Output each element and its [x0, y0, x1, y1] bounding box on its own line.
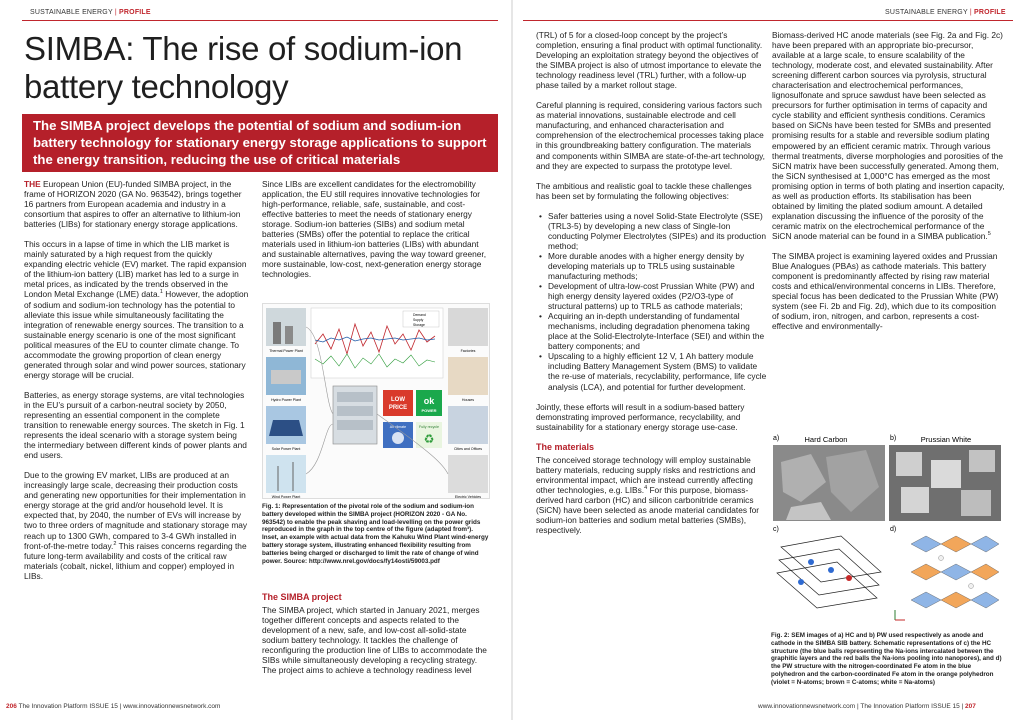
- paragraph: The SIMBA project is examining layered oxides and Prussian Blue Analogues (PBAs) as cathode materials. This battery component is predominantly affected by rising raw material costs and ethical/environmental concerns in LIBs. Therefore, special focus has been dedicated to the Prussian White (PW) system (see Fi. 2b and Fig. 2d), which due to its composition of sodium, iron, nitrogen, and carbon, represents a cost-effective and environmentally-: [772, 250, 999, 332]
- badge-text: POWER: [421, 408, 437, 413]
- header-rule: [22, 20, 498, 21]
- panel-label: c): [773, 526, 779, 533]
- footnote-ref: 2: [113, 540, 117, 547]
- paragraph: [24, 179, 250, 229]
- badge-text: Fully recycle: [419, 425, 439, 429]
- section-name: SUSTAINABLE ENERGY: [30, 9, 113, 16]
- footer-left: [6, 703, 220, 710]
- hard-carbon-structure-diagram: [777, 536, 881, 608]
- paragraph-text: However, the adoption of sodium and sodium-ion technology has the potential to alleviate this issue while simultaneously facilitating the integration of renewable energy sources. The transition to a sustainable energy scenario is one of the most significant political measures of the EU to counter climate change. To accommodate the growing proportion of clean energy generated through solar and wind power sources, stationary energy storage will be crucial.: [24, 289, 249, 380]
- footer-text: The Innovation Platform ISSUE 15 | www.innovationnewsnetwork.com: [18, 703, 221, 710]
- section-name: SUSTAINABLE ENERGY: [885, 9, 968, 16]
- paragraph-text: This raises concerns regarding the future long-term availability and costs of the critical raw materials (cobalt, nickel, lithium and copper) employed in LIBs.: [24, 540, 247, 581]
- section-separator: |: [969, 9, 972, 16]
- list-item: • Upscaling to a highly efficient 12 V, 1 Ah battery module including Battery Management System (BMS) to validate the re-use of materials, recyclability, performance, life cycle analysis (LCA), and potential for further development.: [536, 351, 767, 391]
- list-item: • Development of ultra-low-cost Prussian White (PW) and high energy density layered oxides (P2/O3-type of structural patterns) up to TRL5 as cathode materials;: [536, 281, 767, 311]
- column-4: [772, 30, 1005, 331]
- connector-line: [306, 424, 333, 474]
- section-kind: PROFILE: [974, 9, 1006, 16]
- user-label: Factories: [460, 349, 476, 353]
- paragraph: (TRL) of 5 for a closed-loop concept by the project’s completion, ensuring a final product with optimal functionality. Developing an exploitation strategy beyond the objectives of the SIMBA project is also of utmost importance to elevate the technology readiness level (TRL) further, with a follow-up phase tailed by a market rollout stage.: [536, 30, 763, 91]
- figure-1: [262, 303, 490, 499]
- plant-label: Thermal Power Plant: [269, 349, 303, 353]
- footnote-ref: 1: [159, 289, 163, 296]
- list-item: • Acquiring an in-depth understanding of fundamental mechanisms, including degradation phenomena taking place at the Solid-Electrolyte-Interface (SEI) and within the battery components; and: [536, 311, 767, 351]
- paragraph: The SIMBA project, which started in January 2021, merges together different concepts and aspects related to the development of a new, safe, and low-cost all-solid-state sodium battery technology. It tackles the challenge of reconfiguring the production line of LIBs to accommodate the SIBs while simultaneously developing a recycling strategy. The project aims to achieve a technology readiness level: [262, 605, 487, 676]
- paragraph: [536, 455, 767, 535]
- paragraph: [772, 30, 1005, 241]
- column-2: [262, 179, 490, 289]
- panel-label: a): [773, 435, 780, 442]
- figure-2-illustration: [771, 432, 1003, 628]
- paragraph-text: This occurs in a lapse of time in which the LIB market is mainly saturated by a high request from the quickly expanding electric vehicle (EV) market. The rapid expansion of the lithium-ion battery (LIB) market has led to a surge in metal prices, as indicated by the trends observed in the London Metal Exchange (LME) data.: [24, 239, 247, 300]
- paragraph: The ambitious and realistic goal to tackle these challenges has been set by formulating the following objectives:: [536, 180, 752, 201]
- section-label: [885, 9, 1006, 16]
- badge-text: ok: [423, 396, 435, 406]
- figure-1-caption: Fig. 1: Representation of the pivotal role of the sodium and sodium-ion battery developed within the SIMBA project (HORIZON 2020 - GA No. 963542) to enable the peak shaving and load-levelling on the power grids reproduced in the graph in the top centre of the figure (adapted from³). Inset, an example with actual data from the Kahuku Wind Plant wind-energy battery storage system, illustrating enhanced flexibility resulting from batteries being charged or discharged to limit the rate of change of wind power. Source: http://www.nrel.gov/docs/fy14osti/59003.pdf: [262, 503, 489, 565]
- legend-label: Storage: [413, 323, 425, 327]
- paragraph-text: Due to the growing EV market, LIBs are produced at an increasingly large scale, decreasing their production costs and generating new opportunities for their implementation in energy storage at the grid and/or household level. It is expected that, by 2040, the number of EVs will increase by two to three orders of magnitude and stationary storage may reach up to 1300 GWh, compared to 3-4 GWh installed in front-of-the-metre today.: [24, 470, 248, 551]
- ev-image: [448, 455, 488, 493]
- section-label: [30, 9, 151, 16]
- plant-label: Wind Power Plant: [271, 495, 301, 499]
- user-label: Cities and Offices: [453, 447, 483, 451]
- standfirst: The SIMBA project develops the potential of sodium and sodium-ion battery technology for stationary energy storage applications to support the energy transition, reducing the use of critical materials: [22, 114, 498, 172]
- header-rule: [523, 20, 1013, 21]
- page-number: 207: [965, 703, 976, 710]
- factories-image: [448, 308, 488, 346]
- paragraph: Batteries, as energy storage systems, are vital technologies in the EU’s pursuit of a carbon-neutral society by 2050, representing an essential component in the complete transition to renewable energy sources. The sketch in Fig. 1 represents the ideal scenario with a storage system being the intermediary between different kinds of power plants and end users.: [24, 389, 247, 461]
- list-item: • More durable anodes with a higher energy density by developing materials up to TRL5 using sustainable manufacturing methods;: [536, 251, 767, 281]
- thermometer-icon: [392, 432, 404, 444]
- user-label: Electric Vehicles: [454, 495, 482, 499]
- panel-label: d): [890, 526, 897, 533]
- houses-image: [448, 357, 488, 395]
- footer-text: www.innovationnewsnetwork.com | The Innovation Platform ISSUE 15 |: [758, 703, 964, 710]
- paragraph-text: The conceived storage technology will employ sustainable battery materials, reducing supply risks and restrictions and environmental impact, which are instead currently affecting other technologies, e.g. LIBs.: [536, 454, 756, 495]
- badge-text: PRICE: [388, 405, 408, 411]
- column-1: [24, 179, 250, 591]
- paragraph: [24, 470, 250, 581]
- page-number: 206: [6, 703, 17, 710]
- list-item: • Safer batteries using a novel Solid-State Electrolyte (SSE) (TRL3-5) by developing a new class of Single-Ion conducting Polymer Electrolytes (SIPEs) and its production method;: [536, 211, 767, 251]
- footnote-ref: 5: [987, 231, 991, 238]
- low-price-badge: [383, 390, 413, 416]
- paragraph: [24, 239, 250, 380]
- section-kind: PROFILE: [119, 9, 151, 16]
- figure-2: [771, 432, 1003, 628]
- section-separator: |: [114, 9, 117, 16]
- cities-image: [448, 406, 488, 444]
- article-title: SIMBA: The rise of sodium-ion battery technology: [24, 30, 463, 105]
- badge-text: LOW: [391, 397, 405, 403]
- figure-1-illustration: [263, 304, 490, 499]
- subheading: The materials: [536, 441, 595, 452]
- footnote-ref: 4: [644, 485, 648, 492]
- prussian-white-structure-diagram: [895, 536, 999, 620]
- recycle-icon: ♻: [423, 432, 435, 446]
- paragraph: Since LIBs are excellent candidates for the electromobility application, the EU still requires innovative technologies for high-performance, reliable, safe, sustainable, and cost-effective batteries to meet the needs of stationary energy storage. Sodium-ion batteries (SIBs) and sodium metal batteries (SMBs) offer the potential to replace the critical materials used in lithium-ion batteries (LIBs) with abundant and sustainable alternatives, paving the way toward greener, more sustainable, low-cost, next-generation energy storage technologies.: [262, 179, 487, 280]
- plant-label: Solar Power Plant: [271, 447, 301, 451]
- paragraph: Jointly, these efforts will result in a sodium-based battery demonstrating improved performance, recyclability, and sustainability for a stationary energy storage use-case.: [536, 401, 745, 432]
- legend-label: Demand: [413, 313, 426, 317]
- column-3: [536, 30, 767, 535]
- plant-label: Hydro Power Plant: [271, 398, 301, 402]
- panel-title: Prussian White: [920, 435, 972, 444]
- wind-plant-image: [266, 455, 306, 493]
- subheading: The SIMBA project: [262, 592, 342, 602]
- column-2-lower: [262, 588, 490, 675]
- badge-text: All climate: [389, 425, 407, 429]
- objectives-list: [536, 211, 767, 392]
- footer-right: [758, 703, 976, 710]
- paragraph-text: For this purpose, biomass-derived hard carbon (HC) and silicon carbonitride ceramics (SiCN) have been selected as anode material candidates for sodium-ion batteries and sodium metal batteries (SMBs), respectively.: [536, 484, 760, 536]
- paragraph-text: European Union (EU)-funded SIMBA project, in the frame of HORIZON 2020 (GA No. 963542), brings together 16 partners from European academia and industry in a consortium that aspires to offer an alternative to lithium-ion batteries (LIBs) for stationary energy storage applications.: [24, 179, 242, 230]
- paragraph-text: Biomass-derived HC anode materials (see Fig. 2a and Fig. 2c) have been prepared with an appropriate bio-precursor, available at a large scale, to ensure scalability of the technology, moderate cost, and elevated sustainability. After screening different carbon sources via pyrolysis, structural characterisation and electrochemical performances, lignosulfonate and spruce sawdust have been selected as precursors for further optimisation in terms of capacity and cycle stability and efficient synthesis conditions. Ceramics based on SiCNs have been tested for SMBs and presented promising results for a stable and reversible sodium plating empowered by an efficient ceramic matrix. Through various thermal treatments, diverse morphologies and porosities of the SiCN matrix have been successfully generated. Among them, the SiCN synthesised at 1,000°C has emerged as the most promising option in terms of both plating and insertion capacity, as well as production efforts. Its stabilisation has been obtained by limiting the plated sodium amount. A detailed explanation discussing the influence of the porosity of the ceramic matrix on the electrochemical performance of the SiCN anode material can be found in a SIMBA publication.: [772, 30, 1005, 241]
- panel-title: Hard Carbon: [804, 435, 848, 444]
- user-label: Houses: [461, 398, 475, 402]
- figure-2-caption: Fig. 2: SEM images of a) HC and b) PW used respectively as anode and cathode in the SIMBA SIB battery. Schematic representations of c) the HC structure (the blue balls representing the Na-ions intercalated between the graphitic layers and the red balls the Na-ions pooling into nanopores), and d) the PW structure with the nitrogen-coordinated Fe atom in the blue polyhedron and the carbon-coordinated Fe atom in the orange polyhedron (violet = N-atoms; brown = C-atoms; white = Na-atoms): [771, 632, 1002, 686]
- panel-label: b): [890, 435, 897, 442]
- paragraph: Careful planning is required, considering various factors such as material innovations, sustainable electrode and cell manufacturing, and enhanced characterisation and comprehension of the electrochemical processes taking place in this groundbreaking battery configuration. The materials and components within SIMBA are state-of-the-art technology, and they are expected to surpass the prototype level.: [536, 100, 765, 171]
- legend-label: Supply: [413, 318, 424, 322]
- left-page: [0, 0, 511, 720]
- dropcap: THE: [24, 179, 41, 189]
